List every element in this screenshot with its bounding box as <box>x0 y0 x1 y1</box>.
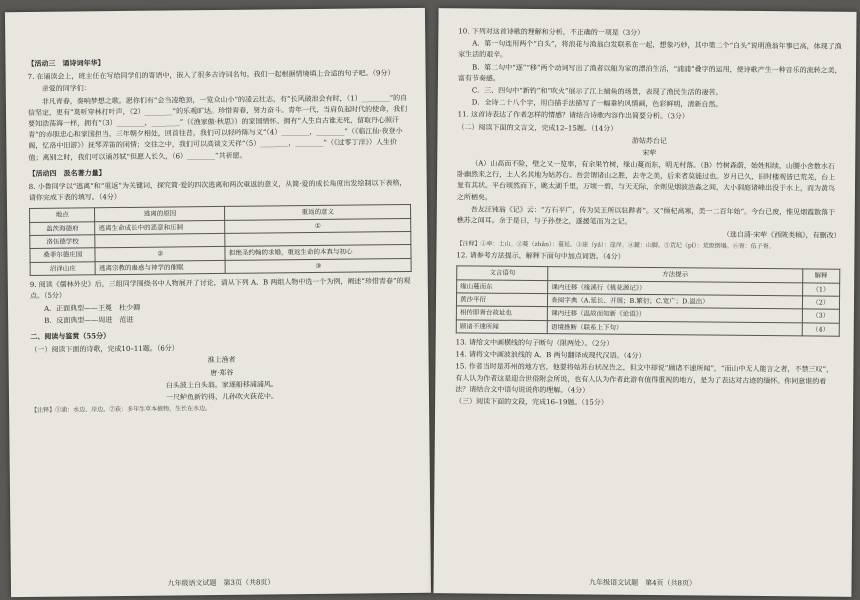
poem-author: 唐·郑谷 <box>210 368 234 377</box>
exam-page-4 <box>433 8 856 597</box>
question-9-option-b: B．反面典型——周进 范进 <box>44 315 134 325</box>
table-header: 文言语句 <box>457 266 548 280</box>
essay-source: （选自清·宋荦《西陂类稿》，有删改） <box>722 230 841 240</box>
essay-note: 【注释】①率：土山。②蔓（zhǎn）：蔓延。③崖（yá）：崖岸。④麓：山脚。⑤荒圮（pǐ）：荒废倒塌。⑥胥：伍子胥。 <box>456 240 775 251</box>
question-8-table <box>29 204 412 276</box>
answer-blank[interactable]: （1） <box>802 282 839 296</box>
table-cell: 语境推断（联系上下句） <box>547 320 801 336</box>
table-row <box>30 258 411 275</box>
question-14-stem: 14. 请将文中画波浪线的 A、B 两句翻译成现代汉语。（4分） <box>455 350 646 361</box>
section-2-part-1: （一）阅读下面的诗歌，完成10–11题。（6分） <box>30 344 179 355</box>
question-12-stem: 12. 请参考方法提示，解释下面句中加点词语。（4分） <box>456 251 625 261</box>
answer-blank[interactable]: （4） <box>802 323 839 337</box>
table-cell: 桑菲尔德庄园 <box>30 248 96 262</box>
answer-blank[interactable]: ③ <box>226 258 412 273</box>
page-3-footer: 九年级语文试题 第3页（共8页） <box>167 578 275 588</box>
poem-line: 一尺鲈鱼新钓得，儿孙吹火荻花中。 <box>165 392 279 402</box>
table-cell: 逃离生命成长中的恶意和压制 <box>95 220 225 235</box>
table-header: 地点 <box>30 208 96 222</box>
activity-3-title: 【活动三 诵诗词年华】 <box>27 58 105 68</box>
question-10-option-a: A．第一句连用两个“白头”，将浪花与渔翁白发联系在一起，想象巧妙，其中第二个“白头”说明渔翁年事已高，体现了渔家生活的艰辛。 <box>458 39 842 60</box>
table-cell: 黄沙平衍 <box>456 293 547 307</box>
poem-line: 白头波上白头翁，家逐船移浦浦风。 <box>165 380 278 390</box>
answer-blank[interactable]: ② <box>95 247 225 262</box>
question-10-option-d: D．全诗二十八个字，用白描手法描写了一幅垂钓风情画，色彩鲜明，清新自然。 <box>471 98 723 109</box>
table-cell: 洛伍德学校 <box>30 235 96 249</box>
table-cell: 课内迁移（缘溪行《桃花源记》） <box>548 280 802 296</box>
question-10-stem: 10. 下列对这首诗歌的理解和分析，不正确的一项是（3分） <box>458 27 645 37</box>
table-cell: 沼泽山庄 <box>30 262 96 276</box>
answer-blank[interactable]: ① <box>225 218 411 233</box>
table-header: 方法提示 <box>548 267 802 283</box>
essay-author: 宋荦 <box>642 148 657 157</box>
page-3-content <box>27 50 413 417</box>
table-row <box>456 320 839 337</box>
question-8-stem: 8. 小鲁同学以“逃离”和“重返”为关键词，探究简·爱的四次逃离和两次重返的意义，从简·爱的成长角度出发绘制以下表格，请你完成下表的填写。（4分） <box>28 178 407 203</box>
question-7-passage: 非凡青春，奏响梦想之歌。愿你们有“会当凌绝顶，一览众山小”的凌云壮志，有“长风破浪会有时，（1）________”的自信坚定，更有“莫听穿林打叶声，（2）________”的乐观旷达。珍惜青春，努力奋斗。青年一代，当肩负起时代的使命，我们要知浩荡海一样，拥有“（3）________，________”（《渔家傲·秋思》）的家国情怀。拥有“人生自古谁无死，留取丹心照汗青”的赤胆忠心和家国担当，三年朝夕相处，回首往昔，我们可以轻吟陈与义“（4）________，________”（《临江仙·夜登小阁，忆洛中旧游》）抚琴弄笛的闲情；交往之中，我们可以高谈文天祥“（5）________，________”（《过零丁洋》）人生价值；离别之时，我们可以诵苏轼“但愿人长久，（6）________”共祈愿。 <box>27 93 408 162</box>
question-10-option-c: C．三、四句中“新钓”和“吹火”展示了江上捕鱼的场景，表现了渔民生活的凄苦。 <box>471 86 723 97</box>
question-10-option-b: B．第二句中“逐”“移”两个动词写出了渔者以船为家的漂泊生活，“浦浦”叠字的运用，使诗歌产生一种音乐的流转之美，富有节奏感。 <box>457 63 842 83</box>
section-2-title: 二、阅读与鉴赏（55分） <box>30 331 111 341</box>
table-cell: 逃离宗教的蛊惑与神学的催眠 <box>95 260 225 275</box>
poem-note: 【注释】①浦：水边、岸边。②荻：多年生草本植物，生长在水边。 <box>31 405 212 415</box>
table-cell <box>95 233 225 248</box>
essay-paragraph: 吾友汪钝翁《记》云：“方石平广，传为吴王所以驻跸者”。又“倾杞高寒，美一二百年始”。今台已废，惟见烟霞散落于樵苏之间耳。余于是日，与子孙登之，遂援笔而为之记。 <box>456 205 836 226</box>
question-15-stem: 15. 作者当时是苏州的地方官，他要将姑苏台状况告之，但文中却说“顾诸不速所闻”，“而山中无人能言之者，不禁三叹”，有人认为作者这是迎合世俗附会所说，也有人认为作者此游有值得重视的地方，是为了表达对古迹的缅怀。你同意谁的看法？请结合文中语句说说你的理解。（4分） <box>455 362 834 395</box>
table-cell: 缘山蔓而东 <box>457 279 548 293</box>
essay-paragraph: （A）山高而不险，壁之又一览率，有余果竹树，缘山蔓而东，明无村落。（B）竹树森蔚，始姓相续，山腰小舍数水石卧幽然来之行，土人名其地为姑苏台。吾尝谓诸山之胜，去寺之美，后来者莫能过也。岁月已久，旧时楼观皆已荒芜，台上复有其状。平台顷然而下，眺太湖千里，万顷一碧，与天无际，余则见烟波浩淼之间，大小洞庭诸峰出没于水上，而为黄鸟之所栖矣。 <box>456 159 836 202</box>
section-2-part-3: （三）阅读下面的文段，完成16–19题。（15分） <box>455 397 608 407</box>
activity-4-title: 【活动四 汲名著力量】 <box>28 167 106 178</box>
table-cell: 相传即胥台故址也 <box>456 306 547 320</box>
question-13-stem: 13. 请给文中画横线的句子断句（限两处）。（2分） <box>455 338 614 348</box>
table-cell: 拒绝圣约翰的求婚，重返生命的本真与初心 <box>225 245 411 260</box>
answer-blank[interactable]: （2） <box>802 296 839 310</box>
question-7-greeting: 亲爱的同学们： <box>41 84 91 94</box>
table-cell: 查阅字典（A.延长、开展；B.繁衍；C.宽广；D.溢出） <box>548 294 802 310</box>
table-header: 逃离的原因 <box>95 207 225 222</box>
table-cell: 盖茨海德府 <box>30 221 96 235</box>
page-4-footer: 九年级语文试题 第4页（共8页） <box>589 578 697 588</box>
section-2-part-2: （二）阅读下面的文言文，完成12–15题。（14分） <box>457 122 618 133</box>
exam-page-3 <box>5 8 431 597</box>
poem-title: 淮上渔者 <box>207 356 236 365</box>
answer-blank[interactable]: （3） <box>802 309 839 323</box>
table-cell: 顾诸不速所闻 <box>456 320 547 334</box>
page-4-content <box>455 26 842 412</box>
table-header: 重返的意义 <box>225 205 411 220</box>
question-7-stem: 7. 在诵读会上，班主任在写给同学们的寄语中，嵌入了很多古诗词名句。我们一起根据情境填上合适的句子吧。（9分） <box>27 69 395 82</box>
question-9-option-a: A．正面典型——王冕 杜少卿 <box>44 303 141 313</box>
table-cell: 课内迁移（温故而知新《论语》） <box>548 307 802 323</box>
essay-title: 游姑苏台记 <box>631 136 667 145</box>
question-11-stem: 11. 这首诗表达了作者怎样的情感？请结合诗歌内容作出简要分析。（3分） <box>457 110 689 121</box>
table-header: 解释 <box>802 269 839 283</box>
question-9-stem: 9. 阅读《儒林外史》后，三组同学围绕书中人物展开了讨论，请从下列 A、B 两组人物中选一个为例，阐述“珍惜青春”的观点。（5分） <box>29 277 411 301</box>
question-12-table <box>456 266 841 337</box>
